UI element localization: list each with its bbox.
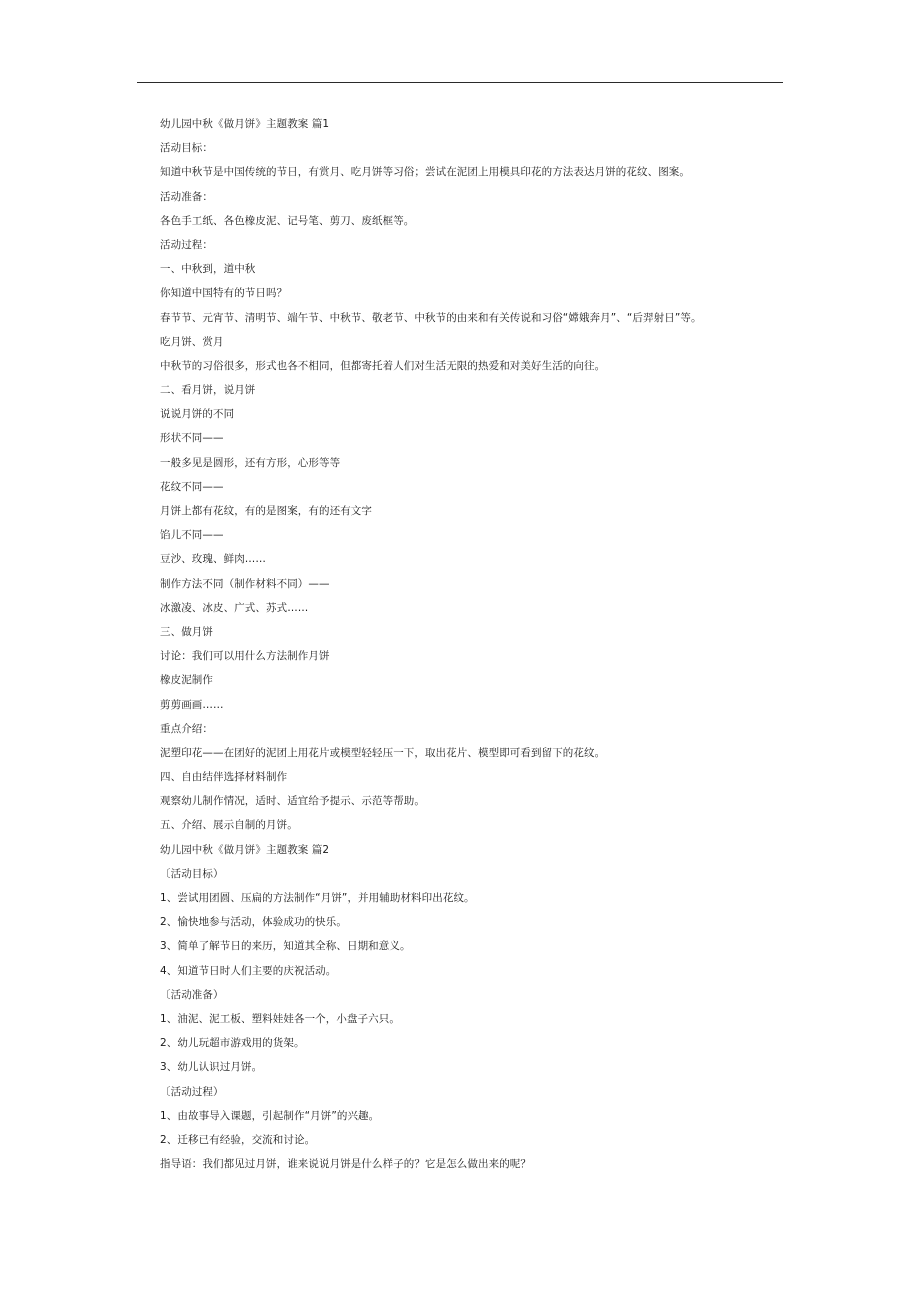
- doc-line: 1、油泥、泥工板、塑料娃娃各一个，小盘子六只。: [160, 1012, 400, 1025]
- doc-line: 泥塑印花——在团好的泥团上用花片或模型轻轻压一下，取出花片、模型即可看到留下的花纹。: [160, 746, 606, 759]
- doc-line: 豆沙、玫瑰、鲜肉……: [160, 553, 266, 566]
- doc-line: 说说月饼的不同: [160, 408, 235, 421]
- doc-line: 观察幼儿制作情况，适时、适宜给予提示、示范等帮助。: [160, 795, 425, 808]
- doc-line: 橡皮泥制作: [160, 674, 213, 687]
- doc-line: 形状不同——: [160, 432, 224, 445]
- doc-line: 活动过程：: [160, 238, 213, 251]
- doc-line: 中秋节的习俗很多，形式也各不相同，但都寄托着人们对生活无限的热爱和对美好生活的向往。: [160, 359, 606, 372]
- doc-line: 活动准备：: [160, 190, 213, 203]
- doc-line: 活动目标：: [160, 142, 213, 155]
- doc-line: 2、愉快地参与活动，体验成功的快乐。: [160, 916, 347, 929]
- doc-line: 吃月饼、赏月: [160, 335, 224, 348]
- doc-line: 馅儿不同——: [160, 529, 224, 542]
- doc-line: 2、迁移已有经验，交流和讨论。: [160, 1133, 316, 1146]
- header-rule: [137, 82, 783, 83]
- doc-line: 二、看月饼，说月饼: [160, 384, 256, 397]
- doc-line: 制作方法不同（制作材料不同）——: [160, 577, 330, 590]
- doc-line: 1、尝试用团圆、压扁的方法制作“月饼”，并用辅助材料印出花纹。: [160, 892, 475, 904]
- doc-line: 幼儿园中秋《做月饼》主题教案 篇1: [160, 118, 330, 130]
- doc-line: 剪剪画画……: [160, 698, 224, 711]
- doc-line: 3、幼儿认识过月饼。: [160, 1061, 263, 1074]
- doc-line: 三、做月饼: [160, 625, 213, 638]
- doc-line: 3、简单了解节日的来历，知道其全称、日期和意义。: [160, 940, 411, 953]
- doc-line: 知道中秋节是中国传统的节日，有赏月、吃月饼等习俗；尝试在泥团上用模具印花的方法表达月饼的花纹、图案。: [160, 166, 690, 179]
- doc-line: 春节节、元宵节、清明节、端午节、中秋节、敬老节、中秋节的由来和有关传说和习俗“嫦娥奔月”、“后羿射日”等。: [160, 311, 702, 324]
- doc-line: 2、幼儿玩超市游戏用的货架。: [160, 1037, 305, 1050]
- doc-line: 指导语：我们都见过月饼，谁来说说月饼是什么样子的？它是怎么做出来的呢？: [160, 1158, 531, 1171]
- doc-line: 花纹不同——: [160, 480, 224, 493]
- doc-line: 各色手工纸、各色橡皮泥、记号笔、剪刀、废纸框等。: [160, 214, 415, 227]
- document-body: [160, 112, 780, 1176]
- doc-line: 你知道中国特有的节日吗？: [160, 287, 288, 300]
- doc-line: 冰激凌、冰皮、广式、苏式……: [160, 601, 309, 614]
- doc-line: 重点介绍：: [160, 722, 213, 735]
- doc-line: 一般多见是圆形，还有方形，心形等等: [160, 456, 341, 469]
- doc-line: 讨论：我们可以用什么方法制作月饼: [160, 650, 330, 663]
- doc-line: 4、知道节日时人们主要的庆祝活动。: [160, 964, 337, 977]
- doc-line: 一、中秋到，道中秋: [160, 263, 256, 276]
- doc-line: 幼儿园中秋《做月饼》主题教案 篇2: [160, 843, 330, 856]
- doc-line: 月饼上都有花纹，有的是图案，有的还有文字: [160, 505, 372, 517]
- doc-line: 五、介绍、展示自制的月饼。: [160, 819, 298, 832]
- doc-line: 四、自由结伴选择材料制作: [160, 771, 288, 784]
- doc-line: 〔活动目标）: [160, 867, 224, 880]
- doc-line: 〔活动过程）: [160, 1085, 224, 1098]
- doc-line: 1、由故事导入课题，引起制作“月饼”的兴趣。: [160, 1109, 380, 1122]
- doc-line: 〔活动准备）: [160, 988, 224, 1001]
